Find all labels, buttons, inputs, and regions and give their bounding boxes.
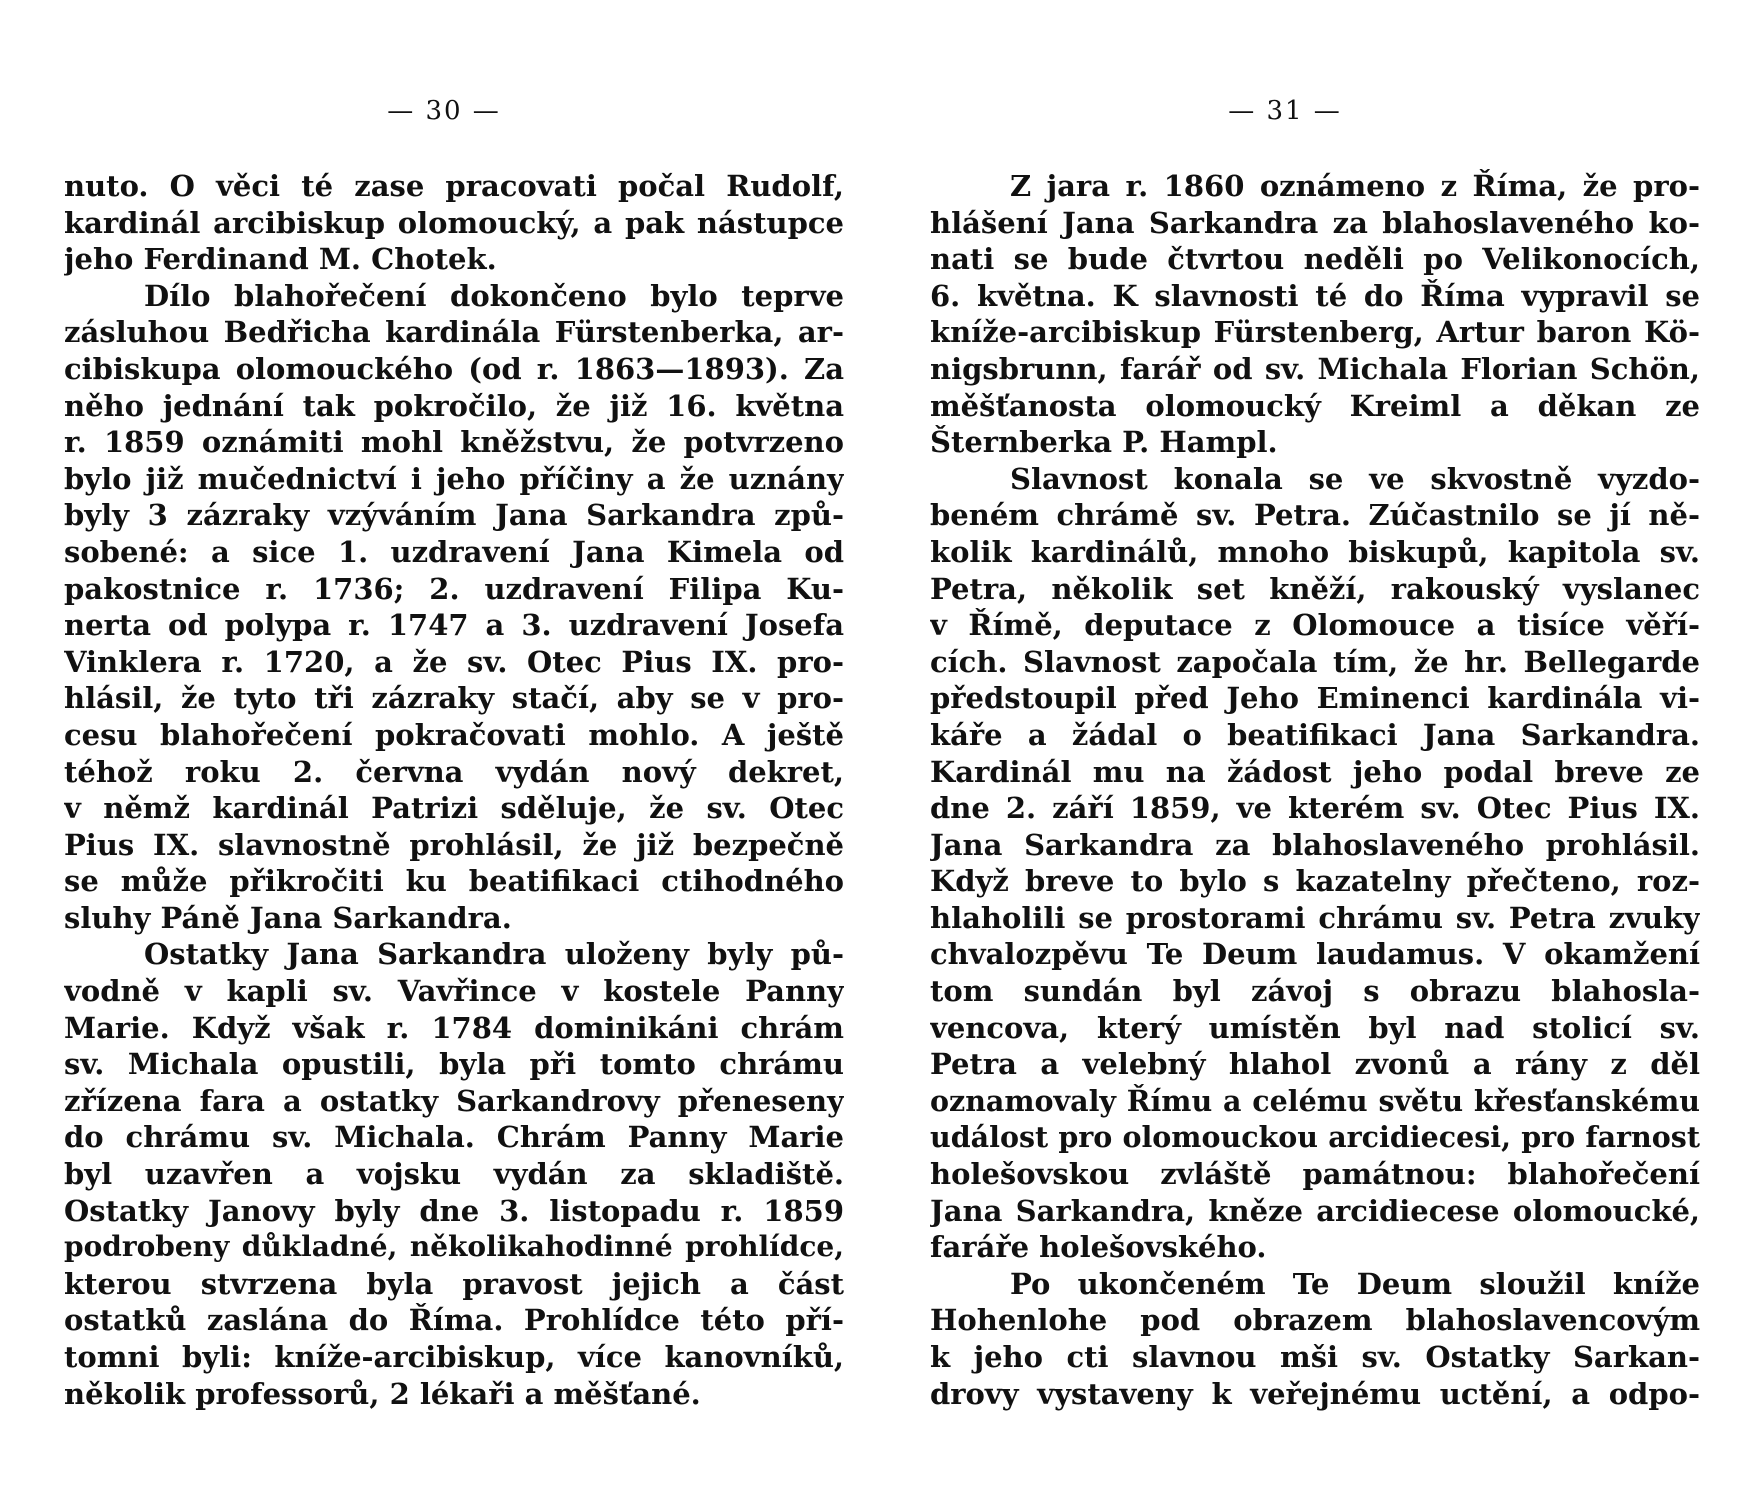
text-line: Šternberka P. Hampl.	[930, 425, 1278, 460]
text-line: sluhy Páně Jana Sarkandra.	[64, 900, 512, 935]
text-line: hlásil, že tyto tři zázraky stačí, aby se v pro-	[64, 681, 844, 716]
text-line: tomni byli: kníže-arcibiskup, více kanovníků,	[64, 1340, 844, 1374]
text-line: několik professorů, 2 lékaři a měšťané.	[64, 1376, 701, 1411]
text-line: v Římě, deputace z Olomouce a tisíce věří-	[930, 608, 1700, 643]
text-line: Vinklera r. 1720, a že sv. Otec Pius IX. pro-	[64, 644, 844, 679]
text-line: hlášení Jana Sarkandra za blahoslaveného ko-	[930, 205, 1700, 240]
text-line: káře a žádal o beatifikaci Jana Sarkandra.	[930, 717, 1700, 752]
text-line: do chrámu sv. Michala. Chrám Panny Marie	[64, 1120, 844, 1155]
text-line: Hohenlohe pod obrazem blahoslavencovým	[930, 1303, 1700, 1338]
text-line: Slavnost konala se ve skvostně vyzdo-	[1010, 461, 1700, 496]
text-line: zásluhou Bedřicha kardinála Fürstenberka, ar-	[64, 315, 844, 350]
text-line: měšťanosta olomoucký Kreiml a děkan ze	[930, 388, 1700, 423]
text-line: sv. Michala opustili, byla při tomto chrámu	[64, 1047, 844, 1082]
text-line: téhož roku 2. června vydán nový dekret,	[64, 754, 844, 789]
text-line: vencova, který umístěn byl nad stolicí sv.	[930, 1010, 1700, 1045]
text-line: nati se bude čtvrtou neděli po Velikonocích,	[930, 242, 1700, 277]
text-line: vodně v kapli sv. Vavřince v kostele Panny	[64, 974, 844, 1009]
text-line: drovy vystaveny k veřejnému uctění, a odpo-	[930, 1376, 1700, 1411]
text-line: chvalozpěvu Te Deum laudamus. V okamžení	[930, 937, 1700, 972]
right-page-text	[930, 168, 1700, 1412]
text-line: holešovskou zvláště památnou: blahořečení	[930, 1157, 1700, 1192]
text-line: jeho Ferdinand M. Chotek.	[64, 242, 497, 277]
text-line: kníže-arcibiskup Fürstenberg, Artur baron Kö-	[930, 315, 1700, 350]
text-line: byly 3 zázraky vzýváním Jana Sarkandra způ-	[64, 498, 844, 533]
left-page	[64, 0, 844, 1500]
right-page	[930, 0, 1700, 1500]
text-line: Jana Sarkandra, kněze arcidiecese olomoucké,	[930, 1193, 1700, 1228]
text-line: oznamovaly Římu a celému světu křesťanskému	[930, 1083, 1700, 1118]
text-line: Jana Sarkandra za blahoslaveného prohlásil.	[930, 827, 1700, 862]
text-line: cích. Slavnost započala tím, že hr. Bellegarde	[930, 644, 1700, 679]
text-line: v němž kardinál Patrizi sděluje, že sv. Otec	[64, 791, 844, 826]
text-line: kterou stvrzena byla pravost jejich a část	[64, 1266, 844, 1301]
text-line: Marie. Když však r. 1784 dominikáni chrám	[64, 1010, 844, 1045]
text-line: Když breve to bylo s kazatelny přečteno, roz-	[930, 864, 1700, 899]
text-line: podrobeny důkladné, několikahodinné prohlídce,	[64, 1230, 844, 1264]
text-line: Dílo blahořečení dokončeno bylo teprve	[144, 278, 844, 313]
text-line: tom sundán byl závoj s obrazu blahosla-	[930, 974, 1700, 1009]
text-line: nigsbrunn, farář od sv. Michala Florian Schön,	[930, 351, 1700, 386]
text-line: událost pro olomouckou arcidiecesi, pro farnost	[930, 1120, 1700, 1155]
text-line: Po ukončeném Te Deum sloužil kníže	[1010, 1266, 1700, 1301]
text-line: nuto. O věci té zase pracovati počal Rudolf,	[64, 169, 844, 203]
text-line: pakostnice r. 1736; 2. uzdravení Filipa Ku-	[64, 571, 844, 606]
text-line: Petra a velebný hlahol zvonů a rány z děl	[930, 1047, 1700, 1082]
text-line: dne 2. září 1859, ve kterém sv. Otec Pius IX.	[930, 791, 1700, 826]
text-line: bylo již mučednictví i jeho příčiny a že uznány	[64, 461, 844, 496]
text-line: kardinál arcibiskup olomoucký, a pak nástupce	[64, 205, 844, 240]
text-line: hlaholili se prostorami chrámu sv. Petra zvuky	[930, 900, 1700, 935]
text-line: Ostatky Janovy byly dne 3. listopadu r. 1859	[64, 1193, 844, 1228]
text-line: r. 1859 oznámiti mohl kněžstvu, že potvrzeno	[64, 425, 844, 460]
page-number-right: — 31 —	[1228, 96, 1342, 126]
text-line: se může přikročiti ku beatifikaci ctihodného	[64, 864, 844, 899]
text-line: kolik kardinálů, mnoho biskupů, kapitola sv.	[930, 534, 1700, 569]
text-line: beném chrámě sv. Petra. Zúčastnilo se jí ně-	[930, 498, 1700, 533]
text-line: zřízena fara a ostatky Sarkandrovy přeneseny	[64, 1083, 844, 1118]
text-line: k jeho cti slavnou mši sv. Ostatky Sarkan-	[930, 1340, 1700, 1374]
text-line: Pius IX. slavnostně prohlásil, že již bezpečně	[64, 827, 844, 862]
text-line: faráře holešovského.	[930, 1230, 1267, 1265]
text-line: něho jednání tak pokročilo, že již 16. května	[64, 388, 844, 423]
text-line: 6. května. K slavnosti té do Říma vypravil se	[930, 278, 1700, 313]
left-page-text	[64, 168, 844, 1412]
text-line: Ostatky Jana Sarkandra uloženy byly pů-	[144, 937, 844, 972]
text-line: cibiskupa olomouckého (od r. 1863—1893). Za	[64, 351, 844, 386]
text-line: cesu blahořečení pokračovati mohlo. A ještě	[64, 717, 844, 752]
page-number-left: — 30 —	[387, 96, 501, 126]
text-line: předstoupil před Jeho Eminenci kardinála vi-	[930, 681, 1700, 716]
text-line: Z jara r. 1860 oznámeno z Říma, že pro-	[1010, 169, 1700, 203]
text-line: sobené: a sice 1. uzdravení Jana Kimela od	[64, 534, 844, 569]
text-line: ostatků zaslána do Říma. Prohlídce této pří-	[64, 1303, 844, 1338]
text-line: Kardinál mu na žádost jeho podal breve ze	[930, 754, 1700, 789]
text-line: byl uzavřen a vojsku vydán za skladiště.	[64, 1157, 844, 1192]
text-line: nerta od polypa r. 1747 a 3. uzdravení Josefa	[64, 608, 844, 643]
text-line: Petra, několik set kněží, rakouský vyslanec	[930, 571, 1700, 606]
